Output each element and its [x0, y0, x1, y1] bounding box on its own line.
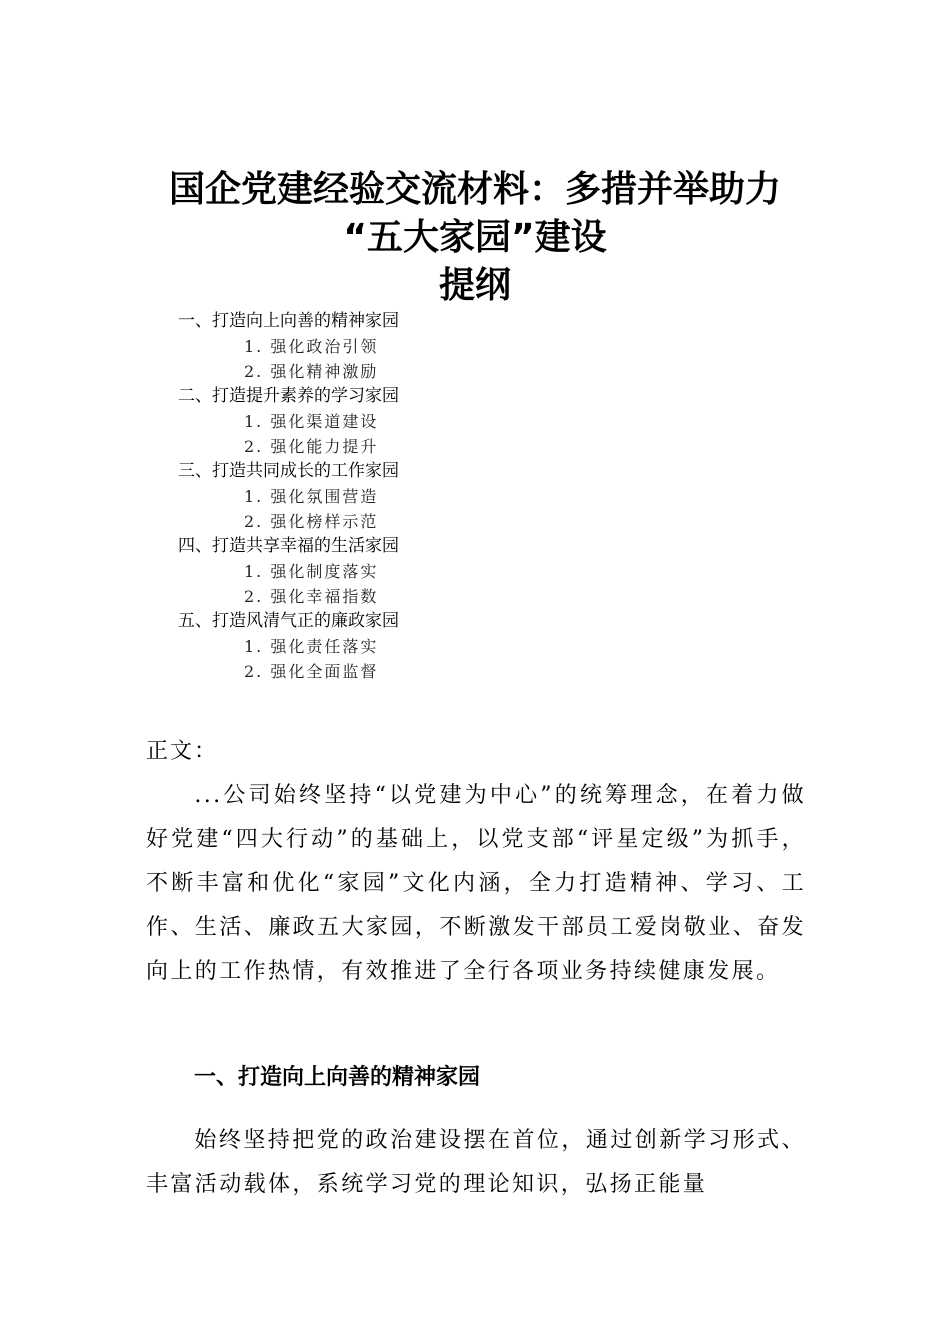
- section-heading-1: 一、打造向上向善的精神家园: [194, 1065, 481, 1090]
- intro-paragraph: ...公司始终坚持“以党建为中心”的统筹理念，在着力做好党建“四大行动”的基础上，以党支部“评星定级”为抓手，不断丰富和优化“家园”文化内涵，全力打造精神、学习、工作、生活、廉政五大家园，不断激发干部员工爱岗敬业、奋发向上的工作热情，有效推进了全行各项业务持续健康发展。: [146, 783, 806, 984]
- body-label: 正文：: [146, 739, 219, 764]
- outline-label: 提纲: [438, 265, 511, 306]
- outline-heading: 二、打造提升素养的学习家园: [178, 386, 399, 406]
- outline-section-3: [0, 459, 950, 534]
- outline-item: 2. 强化精神激励: [244, 362, 379, 381]
- outline-section-2: [0, 384, 950, 459]
- document-title-line-2: “五大家园”建设: [343, 217, 607, 258]
- document-title-line-1: 国企党建经验交流材料：多措并举助力: [168, 169, 781, 210]
- outline-item: 2. 强化榜样示范: [244, 512, 379, 531]
- outline-section-1: [0, 309, 950, 384]
- outline-item: 1. 强化氛围营造: [244, 487, 379, 506]
- section-1-paragraph: 始终坚持把党的政治建设摆在首位，通过创新学习形式、丰富活动载体，系统学习党的理论知识，弘扬正能量: [146, 1128, 806, 1197]
- outline-heading: 四、打造共享幸福的生活家园: [178, 536, 399, 556]
- outline-list: [0, 309, 950, 684]
- outline-item: 1. 强化渠道建设: [244, 412, 379, 431]
- outline-item: 2. 强化能力提升: [244, 437, 379, 456]
- outline-item: 1. 强化政治引领: [244, 337, 379, 356]
- outline-heading: 三、打造共同成长的工作家园: [178, 461, 399, 481]
- outline-item: 2. 强化全面监督: [244, 662, 379, 681]
- outline-item: 1. 强化责任落实: [244, 637, 379, 656]
- outline-section-5: [0, 609, 950, 684]
- outline-item: 1. 强化制度落实: [244, 562, 379, 581]
- outline-item: 2. 强化幸福指数: [244, 587, 379, 606]
- outline-heading: 五、打造风清气正的廉政家园: [178, 611, 399, 631]
- outline-section-4: [0, 534, 950, 609]
- outline-heading: 一、打造向上向善的精神家园: [178, 311, 399, 331]
